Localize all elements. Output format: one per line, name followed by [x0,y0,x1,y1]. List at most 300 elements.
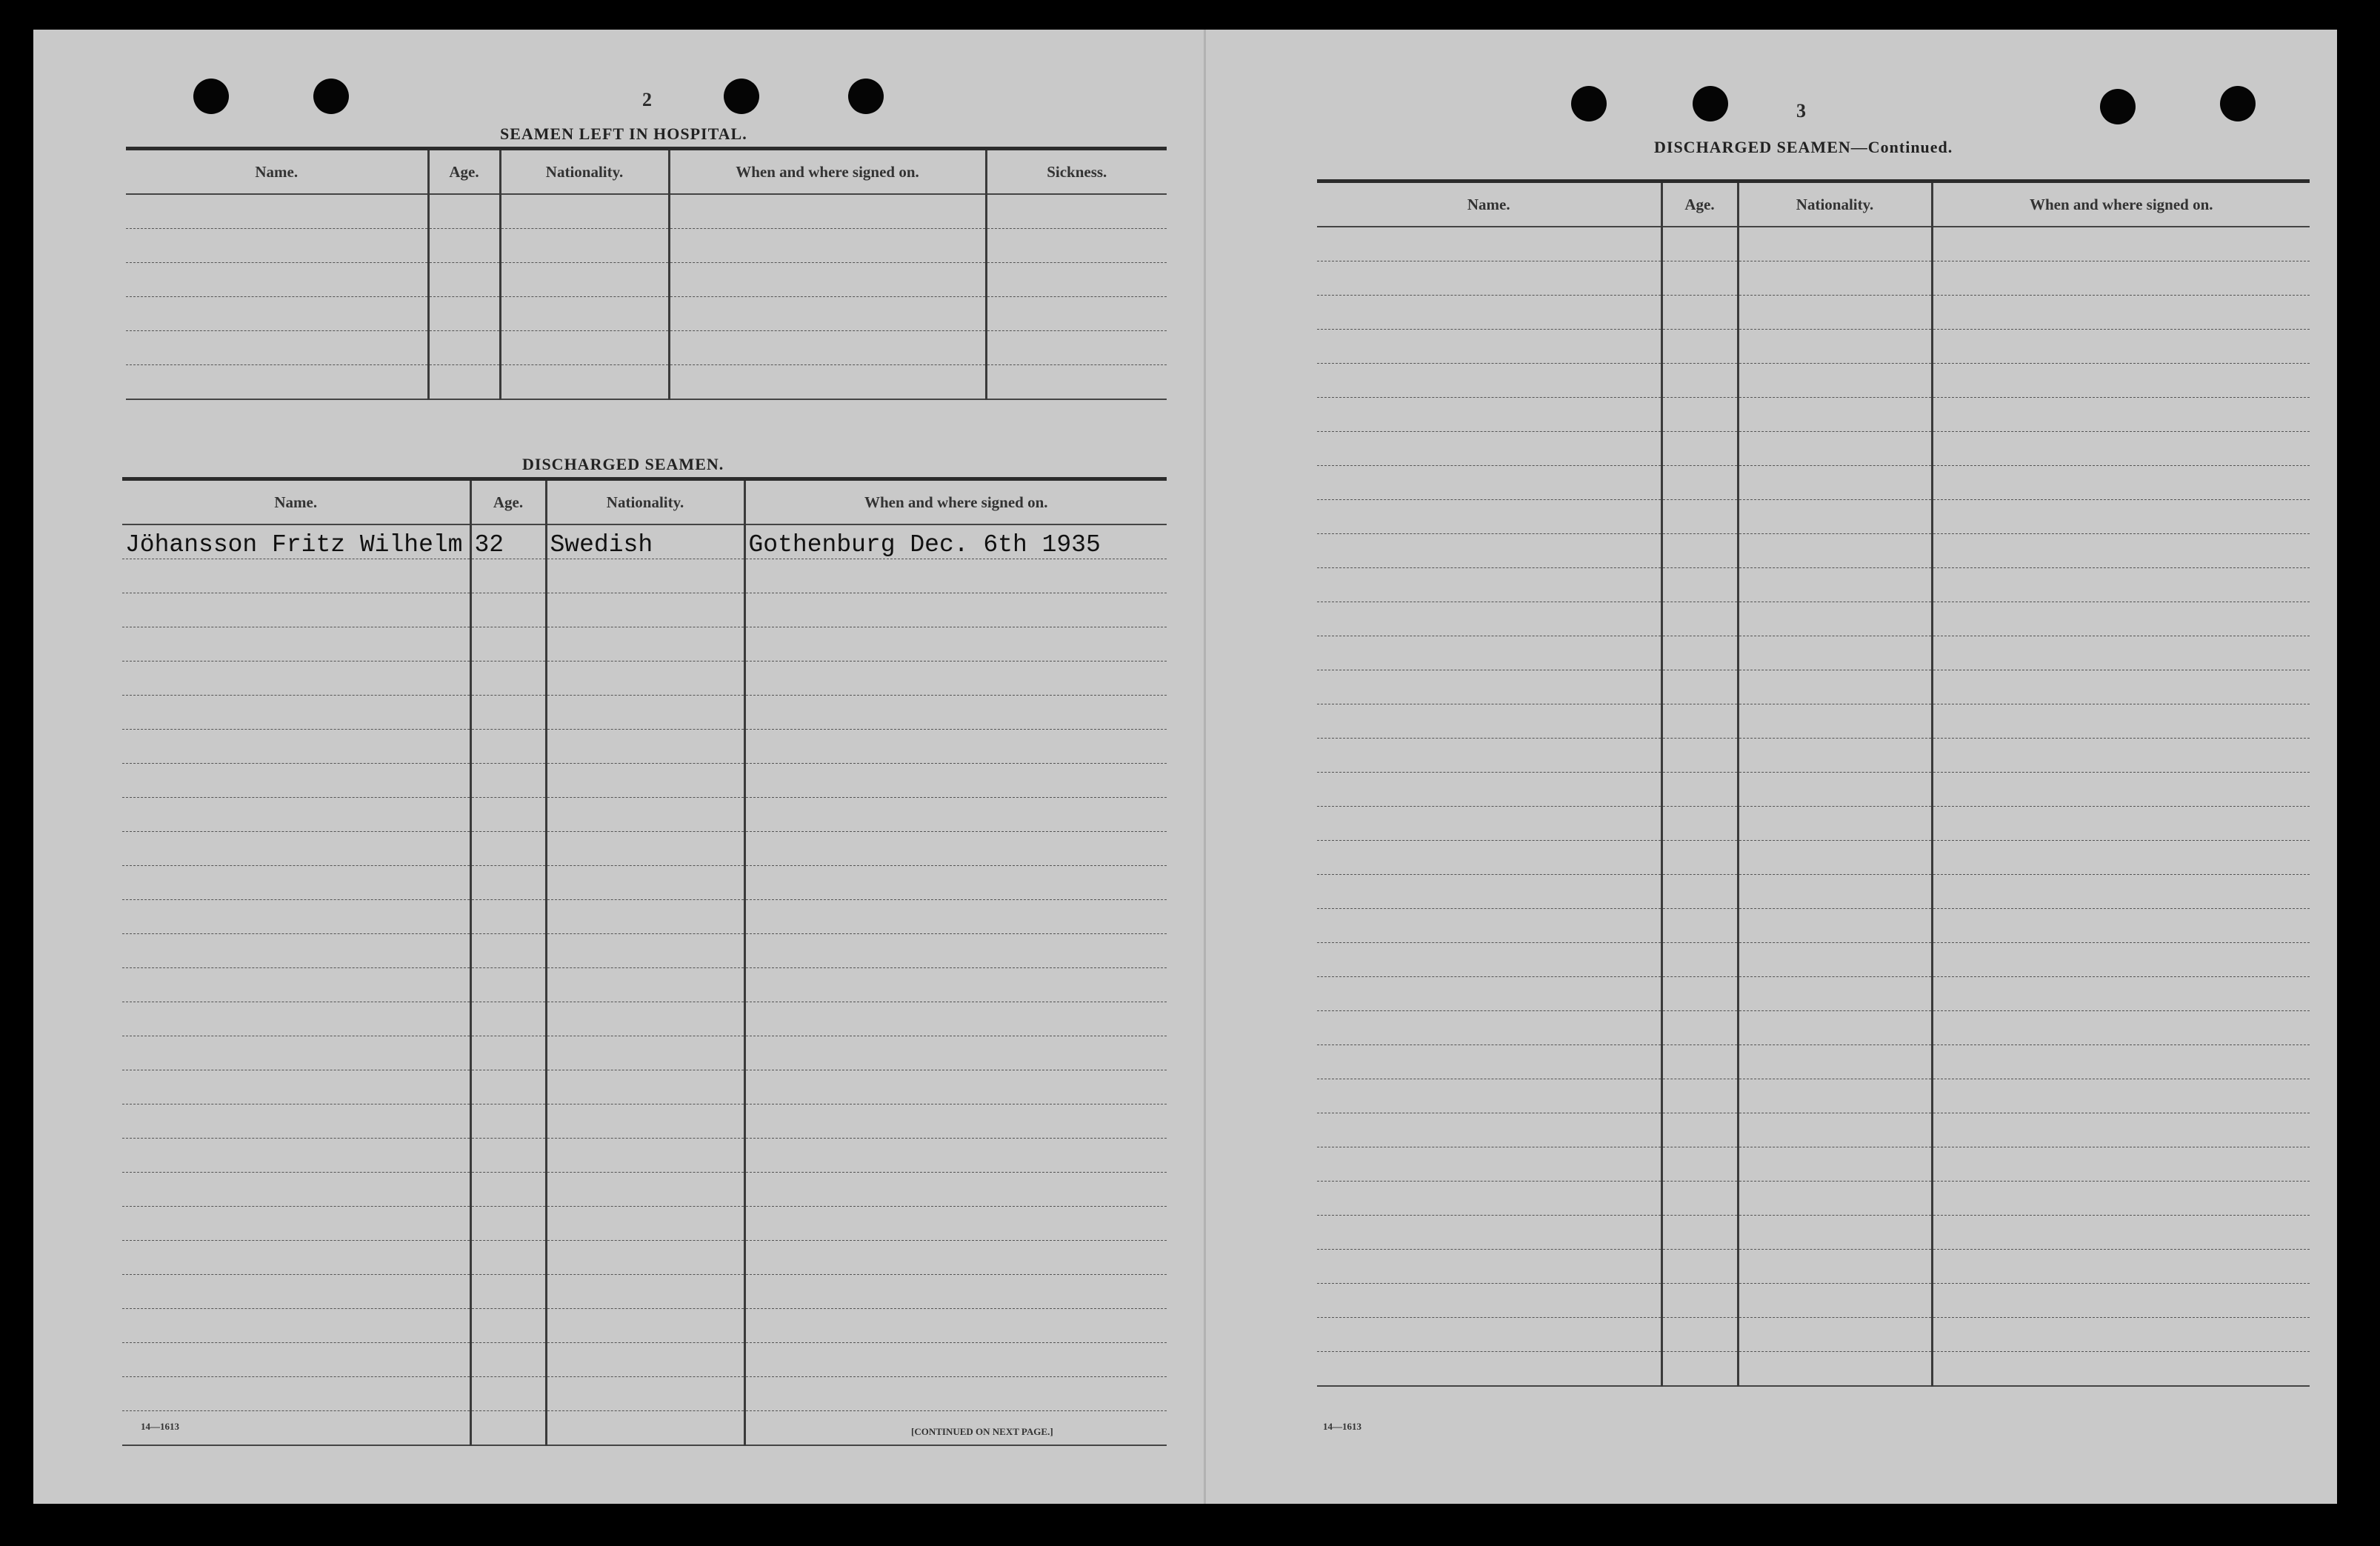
table-row [1317,330,2310,364]
cell-age [428,194,500,229]
table-row [126,263,1167,297]
table-row [1317,1318,2310,1352]
cell-age [470,627,546,662]
cell-signed-on [744,764,1167,798]
cell-name [1317,704,1661,739]
cell-signed-on [744,798,1167,832]
table-row [1317,568,2310,602]
cell-age [470,696,546,730]
cell-signed-on [744,1275,1167,1309]
column-header: Age. [428,150,500,194]
cell-age [1661,330,1738,364]
cell-signed-on [1932,1079,2310,1113]
cell-nationality [1738,261,1932,296]
table-row [122,1275,1167,1309]
cell-age [1661,704,1738,739]
cell-name [122,1207,470,1241]
cell-name [1317,330,1661,364]
table-row [1317,773,2310,807]
table-row [122,1207,1167,1241]
cell-name [126,365,428,400]
cell-nationality [546,627,744,662]
cell-name [122,1002,470,1036]
cell-nationality [1738,739,1932,773]
cell-age [470,798,546,832]
table-row [122,559,1167,593]
cell-name [1317,466,1661,500]
cell-nationality [546,764,744,798]
cell-signed-on [1932,1045,2310,1079]
cell-name [1317,602,1661,636]
cell-signed-on [1932,261,2310,296]
cell-nationality [546,696,744,730]
table-row [1317,1147,2310,1182]
cell-age: 32 [470,524,546,559]
table-row [1317,1182,2310,1216]
cell-signed-on [1932,670,2310,704]
cell-age [470,1309,546,1343]
cell-age [470,593,546,627]
cell-nationality [546,730,744,764]
table-row [1317,432,2310,466]
table-row [1317,977,2310,1011]
discharged-continued-table [1317,183,2310,1387]
page-number: 2 [642,89,652,110]
cell-signed-on [1932,1113,2310,1147]
cell-name [1317,1182,1661,1216]
cell-signed-on [669,331,986,365]
cell-age [1661,875,1738,909]
column-header: Sickness. [986,150,1167,194]
cell-nationality [546,1343,744,1377]
hospital-section-title: SEAMEN LEFT IN HOSPITAL. [500,124,747,143]
cell-name [1317,364,1661,398]
cell-name [122,662,470,696]
cell-name [1317,398,1661,432]
cell-age [1661,1011,1738,1045]
cell-age [1661,398,1738,432]
cell-signed-on [1932,432,2310,466]
cell-age [470,1275,546,1309]
cell-age [428,263,500,297]
cell-signed-on [744,1309,1167,1343]
cell-nationality [1738,841,1932,875]
cell-age [1661,1352,1738,1387]
cell-age [1661,1318,1738,1352]
cell-signed-on [1932,943,2310,977]
cell-signed-on [1932,841,2310,875]
table-row [126,331,1167,365]
cell-signed-on [1932,739,2310,773]
cell-name [1317,1352,1661,1387]
table-row [122,593,1167,627]
cell-age [1661,261,1738,296]
cell-signed-on [744,968,1167,1002]
cell-age [1661,432,1738,466]
table-row [1317,1113,2310,1147]
table-row [1317,227,2310,261]
table-row [1317,875,2310,909]
cell-age [470,1002,546,1036]
cell-name [1317,500,1661,534]
cell-nationality [546,593,744,627]
cell-sickness [986,229,1167,263]
cell-nationality [546,1139,744,1173]
cell-age [428,297,500,331]
cell-signed-on [1932,1147,2310,1182]
table-row [122,832,1167,866]
continued-note: [CONTINUED ON NEXT PAGE.] [911,1426,1053,1437]
document-sheet [33,30,2337,1504]
cell-signed-on [744,593,1167,627]
table-row [1317,296,2310,330]
table-row [122,696,1167,730]
table-row [122,968,1167,1002]
cell-nationality [1738,534,1932,568]
table-row [1317,1284,2310,1318]
cell-name [1317,1079,1661,1113]
table-row [126,194,1167,229]
cell-age [470,764,546,798]
cell-nationality [500,229,669,263]
cell-name [122,900,470,934]
column-header: Age. [1661,183,1738,227]
table-row [1317,261,2310,296]
cell-age [1661,1216,1738,1250]
column-header: Nationality. [500,150,669,194]
cell-name [126,331,428,365]
table-row [122,934,1167,968]
table-row [122,1343,1167,1377]
cell-signed-on [744,1104,1167,1139]
cell-nationality [1738,704,1932,739]
table-row [126,297,1167,331]
table-row [122,1002,1167,1036]
cell-nationality [1738,466,1932,500]
table-row [1317,398,2310,432]
cell-nationality [1738,636,1932,670]
cell-age [1661,943,1738,977]
table-row [126,365,1167,400]
table-row [122,798,1167,832]
cell-name [1317,943,1661,977]
cell-signed-on [744,900,1167,934]
cell-name [1317,568,1661,602]
cell-name [122,1104,470,1139]
cell-nationality [500,365,669,400]
table-row [1317,466,2310,500]
cell-signed-on [1932,330,2310,364]
cell-age [470,1070,546,1104]
cell-name [1317,227,1661,261]
cell-name [122,627,470,662]
cell-age [1661,841,1738,875]
cell-name [1317,841,1661,875]
cell-nationality [546,1070,744,1104]
cell-signed-on [1932,1011,2310,1045]
form-number: 14—1613 [1323,1421,1361,1432]
cell-name [122,1070,470,1104]
cell-name [126,297,428,331]
cell-signed-on [744,1036,1167,1070]
cell-nationality [1738,1318,1932,1352]
column-header: Name. [122,481,470,524]
column-header: Name. [1317,183,1661,227]
table-row [1317,841,2310,875]
cell-age [1661,909,1738,943]
cell-signed-on [1932,398,2310,432]
cell-nationality [1738,1147,1932,1182]
table-row [1317,943,2310,977]
cell-signed-on [744,1070,1167,1104]
cell-signed-on [744,832,1167,866]
cell-signed-on [1932,704,2310,739]
cell-age [470,559,546,593]
cell-name [122,1173,470,1207]
cell-name [122,1377,470,1411]
cell-signed-on [1932,602,2310,636]
cell-signed-on [744,627,1167,662]
cell-nationality [1738,227,1932,261]
cell-age [1661,602,1738,636]
cell-name [1317,1011,1661,1045]
cell-nationality [1738,1284,1932,1318]
cell-nationality [1738,1216,1932,1250]
cell-nationality [500,297,669,331]
table-row [122,900,1167,934]
cell-age [470,662,546,696]
cell-name [1317,909,1661,943]
cell-nationality [1738,773,1932,807]
cell-sickness [986,194,1167,229]
cell-age [1661,739,1738,773]
cell-age [470,1411,546,1446]
cell-signed-on [1932,875,2310,909]
table-row [122,1070,1167,1104]
column-header: Age. [470,481,546,524]
cell-nationality [1738,1011,1932,1045]
table-row [122,1173,1167,1207]
cell-signed-on [1932,909,2310,943]
table-row [1317,1216,2310,1250]
cell-age [470,1173,546,1207]
table-row [122,730,1167,764]
hospital-table [126,150,1167,400]
cell-nationality [546,1002,744,1036]
cell-name [122,798,470,832]
cell-signed-on [744,662,1167,696]
table-row [1317,1079,2310,1113]
cell-name [122,1343,470,1377]
cell-nationality [500,331,669,365]
cell-nationality [1738,1045,1932,1079]
column-header: When and where signed on. [744,481,1167,524]
cell-age [1661,636,1738,670]
cell-nationality [1738,432,1932,466]
table-row [1317,909,2310,943]
cell-name [122,764,470,798]
cell-signed-on [744,1002,1167,1036]
cell-name [1317,261,1661,296]
cell-nationality [1738,1352,1932,1387]
table-row [1317,739,2310,773]
cell-sickness [986,263,1167,297]
table-row [1317,534,2310,568]
cell-signed-on [744,1139,1167,1173]
cell-age [470,1343,546,1377]
cell-signed-on [744,1377,1167,1411]
cell-signed-on [1932,1318,2310,1352]
cell-nationality [1738,398,1932,432]
cell-nationality [546,1411,744,1446]
cell-name [122,730,470,764]
cell-nationality [546,1275,744,1309]
cell-nationality [546,1207,744,1241]
cell-signed-on [1932,773,2310,807]
table-row [1317,807,2310,841]
page-number: 3 [1796,100,1806,121]
table-row [1317,1352,2310,1387]
cell-signed-on [744,1343,1167,1377]
cell-age [470,1104,546,1139]
cell-signed-on [1932,1250,2310,1284]
cell-name [1317,1318,1661,1352]
cell-nationality [1738,500,1932,534]
table-row [122,662,1167,696]
cell-age [470,730,546,764]
cell-nationality [1738,1113,1932,1147]
cell-nationality [1738,977,1932,1011]
cell-age [1661,1284,1738,1318]
cell-signed-on [1932,636,2310,670]
cell-name [1317,807,1661,841]
cell-age [1661,773,1738,807]
cell-signed-on [744,696,1167,730]
cell-nationality [1738,1182,1932,1216]
cell-name [1317,432,1661,466]
table-row [1317,1045,2310,1079]
cell-signed-on [1932,296,2310,330]
cell-nationality [1738,943,1932,977]
table-row [122,1036,1167,1070]
cell-name [122,866,470,900]
cell-nationality [546,1241,744,1275]
form-number: 14—1613 [141,1421,179,1432]
table-row [1317,602,2310,636]
cell-age [1661,466,1738,500]
cell-name [122,832,470,866]
cell-age [1661,1250,1738,1284]
column-header: When and where signed on. [669,150,986,194]
cell-name [122,1275,470,1309]
cell-name [1317,1250,1661,1284]
cell-nationality: Swedish [546,524,744,559]
cell-name [122,1036,470,1070]
cell-name [122,559,470,593]
cell-signed-on [744,1241,1167,1275]
cell-nationality [1738,875,1932,909]
cell-age [1661,977,1738,1011]
cell-age [470,1036,546,1070]
cell-name [1317,773,1661,807]
cell-name [1317,875,1661,909]
cell-name [122,696,470,730]
cell-age [1661,1045,1738,1079]
table-row [126,229,1167,263]
table-row [1317,1250,2310,1284]
table-row [122,1241,1167,1275]
cell-name [122,968,470,1002]
cell-age [1661,670,1738,704]
cell-nationality [546,559,744,593]
cell-name [126,263,428,297]
cell-nationality [1738,1250,1932,1284]
table-row [1317,364,2310,398]
cell-signed-on [1932,1182,2310,1216]
cell-name [122,1309,470,1343]
cell-nationality [546,1309,744,1343]
cell-signed-on [669,297,986,331]
cell-name [122,1241,470,1275]
table-row [1317,670,2310,704]
cell-name [1317,534,1661,568]
cell-signed-on [1932,977,2310,1011]
cell-signed-on [744,559,1167,593]
cell-nationality [546,1104,744,1139]
table-row [122,524,1167,559]
cell-nationality [1738,330,1932,364]
cell-name [1317,1147,1661,1182]
cell-age [1661,364,1738,398]
cell-age [1661,1079,1738,1113]
cell-age [470,1139,546,1173]
cell-nationality [1738,568,1932,602]
cell-signed-on [744,866,1167,900]
cell-signed-on [744,1207,1167,1241]
cell-nationality [1738,670,1932,704]
cell-signed-on [1932,466,2310,500]
left-page [33,30,1204,1504]
cell-nationality [546,866,744,900]
cell-age [428,229,500,263]
cell-age [470,832,546,866]
column-header: When and where signed on. [1932,183,2310,227]
cell-nationality [546,900,744,934]
cell-age [1661,1113,1738,1147]
cell-age [1661,296,1738,330]
cell-nationality [546,798,744,832]
cell-nationality [546,968,744,1002]
cell-name [1317,636,1661,670]
cell-signed-on [1932,1352,2310,1387]
cell-signed-on [1932,500,2310,534]
cell-age [470,934,546,968]
cell-age [470,900,546,934]
cell-name [1317,296,1661,330]
cell-sickness [986,297,1167,331]
cell-age [428,331,500,365]
table-row [1317,636,2310,670]
cell-sickness [986,331,1167,365]
cell-age [470,866,546,900]
table-row [122,866,1167,900]
cell-name [1317,1284,1661,1318]
table-row [122,1104,1167,1139]
cell-age [1661,568,1738,602]
cell-age [470,1241,546,1275]
cell-signed-on [1932,1284,2310,1318]
cell-nationality [546,662,744,696]
